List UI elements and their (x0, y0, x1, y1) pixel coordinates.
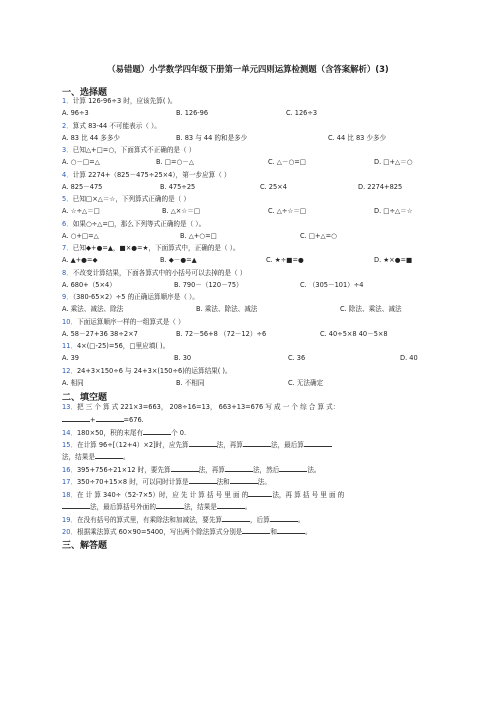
question-text: =676. (123, 416, 144, 424)
question-text: 下面运算顺序一样的一组算式是（ ） (76, 318, 185, 326)
option-a: A. 乘法、减法、除法 (62, 305, 124, 313)
question-text: 法，再算 (198, 466, 225, 474)
option-c: C. 36 (288, 354, 306, 362)
option-a: A. 58－27+36 38÷2×7 (62, 330, 138, 338)
answer-blank[interactable] (279, 465, 307, 472)
question-text: 4×(□-25)=56，□里应填( )。 (76, 342, 170, 350)
question-text: 个 0. (171, 429, 187, 437)
section-heading-solve: 三、解答题 (62, 541, 108, 551)
question-text: 法，最后算括号外面的 (90, 503, 156, 511)
option-b: B. ◆－●=▲ (160, 256, 197, 264)
option-a: A. 680+（5×4） (62, 281, 116, 289)
option-c: C. 40÷5×8 40－5×8 (320, 330, 388, 338)
question-15-cont (62, 452, 130, 461)
question-10 (62, 318, 185, 326)
question-text: 已知△+□=○，下面算式不正确的是（ ） (72, 146, 196, 154)
question-12 (62, 367, 232, 375)
question-6 (62, 220, 205, 228)
question-5 (62, 195, 190, 203)
question-number: 8． (62, 269, 73, 277)
question-text: 算式 83-44 不可能表示（ ）。 (72, 122, 161, 130)
option-c: C. △－○=□ (268, 158, 306, 166)
question-number: 6． (62, 220, 73, 228)
option-b: B. 126-96 (176, 109, 209, 117)
question-text: 法。 (257, 478, 271, 486)
page-title: （易错题）小学数学四年级下册第一单元四则运算检测题（含答案解析）(3) (107, 64, 389, 74)
question-18 (62, 490, 344, 499)
question-text: 在计算 96÷[（12+4）×2]时，应先算 (76, 441, 189, 449)
option-c: C. 无法确定 (288, 379, 324, 387)
question-number: 4． (62, 171, 73, 179)
question-number: 7． (62, 244, 73, 252)
option-c: C. 25×4 (260, 183, 287, 191)
question-text: 和 (270, 528, 277, 536)
question-number: 18． (62, 491, 77, 499)
question-text: 。 (304, 528, 312, 536)
question-text: 在 计 算 340÷（52-7×5）时，应 先 计 算 括 号 里 面 的 (76, 491, 249, 499)
question-number: 14． (62, 429, 77, 437)
question-text: 395+756÷21×12 时，要先算 (76, 466, 171, 474)
question-text: 法，然后 (252, 466, 280, 474)
option-d: D. □+△＝○ (374, 158, 413, 166)
option-b: B. △×☆＝□ (162, 207, 201, 215)
question-11 (62, 342, 169, 350)
question-text: 法，再算 (216, 441, 243, 449)
answer-blank[interactable] (189, 440, 217, 447)
answer-blank[interactable] (277, 527, 305, 534)
option-b: B. 乘法、除法、减法 (196, 305, 258, 313)
option-c: C. 44 比 83 少多少 (328, 134, 387, 142)
question-8 (62, 269, 246, 277)
question-4 (62, 171, 231, 179)
answer-blank[interactable] (143, 428, 171, 435)
question-number: 1． (62, 97, 73, 105)
option-d: D. □÷△＝☆ (374, 207, 413, 215)
question-number: 17． (62, 478, 77, 486)
question-text: 180×50，积的末尾有 (76, 429, 144, 437)
question-number: 2． (62, 122, 73, 130)
answer-blank[interactable] (230, 477, 258, 484)
question-2 (62, 122, 161, 130)
question-text: 350÷70+15×8 时，可以同时计算是 (76, 478, 189, 486)
question-number: 15． (62, 441, 77, 449)
option-d: D. 2274+825 (358, 183, 403, 191)
option-a: A. 825－475 (62, 183, 103, 191)
answer-blank[interactable] (225, 465, 253, 472)
question-text: 已知□×△＝☆，下列算式正确的是（ ） (72, 195, 190, 203)
option-a: A. 39 (62, 354, 79, 362)
option-b: B. 不相同 (176, 379, 205, 387)
answer-blank[interactable] (217, 502, 245, 509)
option-b: B. 30 (174, 354, 192, 362)
answer-blank[interactable] (222, 515, 250, 522)
option-b: B. 475÷25 (160, 183, 196, 191)
question-number: 20． (62, 528, 77, 536)
question-number: 10． (62, 318, 77, 326)
option-b: B. 83 与 44 的和是多少 (176, 134, 248, 142)
question-19 (62, 515, 304, 524)
answer-blank[interactable] (62, 415, 90, 422)
option-c: C. □+△=○ (300, 232, 337, 240)
question-number: 5． (62, 195, 73, 203)
question-text: 计算 2274+（825－475÷25×4），第一步应算（ ） (72, 171, 231, 179)
question-number: 19． (62, 516, 77, 524)
question-number: 3． (62, 146, 73, 154)
answer-blank[interactable] (156, 502, 184, 509)
question-text: 法，结果是 (183, 503, 217, 511)
answer-blank[interactable] (248, 490, 272, 497)
question-13-answer-line: + =676. (62, 415, 144, 424)
question-text: 法和 (216, 478, 230, 486)
section-heading-fill: 二、填空题 (62, 393, 108, 403)
question-text: 不改变计算结果，下面各算式中的小括号可以去掉的是（ ） (72, 269, 247, 277)
question-20 (62, 527, 312, 536)
option-b: B. □=○－△ (156, 158, 194, 166)
question-text: 。 (297, 516, 305, 524)
question-13 (62, 403, 339, 411)
option-c: C. 126÷3 (286, 109, 318, 117)
answer-blank[interactable] (171, 465, 199, 472)
answer-blank[interactable] (242, 527, 270, 534)
question-18-cont (62, 502, 252, 511)
question-text: 把 三 个 算 式 221×3=663， 208÷16=13， 663+13=676 写 成 一 个 综 合 算 式： (76, 403, 340, 411)
option-c: C. 除法、乘法、减法 (340, 305, 402, 313)
answer-blank[interactable] (189, 477, 217, 484)
question-text: 。 (244, 503, 252, 511)
question-number: 12． (62, 367, 77, 375)
option-a: A. ▲+●=◆ (62, 256, 98, 264)
question-1 (62, 97, 177, 105)
answer-blank[interactable] (62, 502, 90, 509)
question-text: 法，最后算 (270, 441, 304, 449)
question-text: 法。 (307, 466, 321, 474)
question-text: 法，再 算 括 号 里 面 的 (272, 491, 345, 499)
answer-blank[interactable] (96, 415, 124, 422)
answer-blank[interactable] (270, 515, 298, 522)
answer-blank[interactable] (243, 440, 271, 447)
option-a: A. 相同 (62, 379, 84, 387)
question-9 (62, 293, 199, 301)
question-text: 已知◆+●=▲，■×●=★，下面算式中，正确的是（ ）。 (72, 244, 240, 252)
option-a: A. ☆÷△＝□ (62, 207, 100, 215)
question-text: 24+3×150÷6 与 24+3×(150÷6)的运算结果( )。 (76, 367, 232, 375)
question-text: 。 (122, 453, 130, 461)
answer-blank[interactable] (304, 440, 332, 447)
question-17 (62, 477, 271, 486)
question-3 (62, 146, 195, 154)
section-heading-choice: 一、选择题 (62, 88, 108, 98)
option-d: D. ★×●=■ (374, 256, 413, 264)
question-14 (62, 428, 186, 437)
option-a: A. ○+□=△ (62, 232, 99, 240)
question-text: 在没有括号的算式里，有乘除法和加减法，要先算 (76, 516, 223, 524)
option-b: B. 72－56+8 （72－12）÷6 (176, 330, 267, 338)
option-b: B. 790－（120－75） (174, 281, 243, 289)
question-15 (62, 440, 332, 449)
question-text: 计算 126-96÷3 时，应该先算( )。 (72, 97, 177, 105)
question-number: 13． (62, 403, 77, 411)
question-7 (62, 244, 240, 252)
question-16 (62, 465, 321, 474)
question-number: 9． (62, 293, 73, 301)
question-text: ，后算 (250, 516, 270, 524)
answer-blank[interactable] (95, 452, 123, 459)
question-text: 根据乘法算式 60×90=5400，写出两个除法算式分别是 (76, 528, 243, 536)
question-text: （380-65×2）÷5 的正确运算顺序是（ ）。 (72, 293, 199, 301)
option-d: D. 40 (400, 354, 418, 362)
option-c: C. （305－101）÷4 (300, 281, 364, 289)
option-a: A. 96÷3 (62, 109, 89, 117)
question-text: 法，结果是 (62, 453, 95, 461)
option-c: C. ★÷■=● (266, 256, 304, 264)
option-b: B. △+○=□ (180, 232, 217, 240)
option-a: A. 83 比 44 多多少 (62, 134, 121, 142)
question-text: 如果○÷△=□，那么下列等式正确的是（ ）。 (72, 220, 206, 228)
option-a: A. ○－□=△ (62, 158, 100, 166)
option-c: C. △÷☆＝□ (268, 207, 307, 215)
question-number: 11． (62, 342, 77, 350)
question-number: 16． (62, 466, 77, 474)
